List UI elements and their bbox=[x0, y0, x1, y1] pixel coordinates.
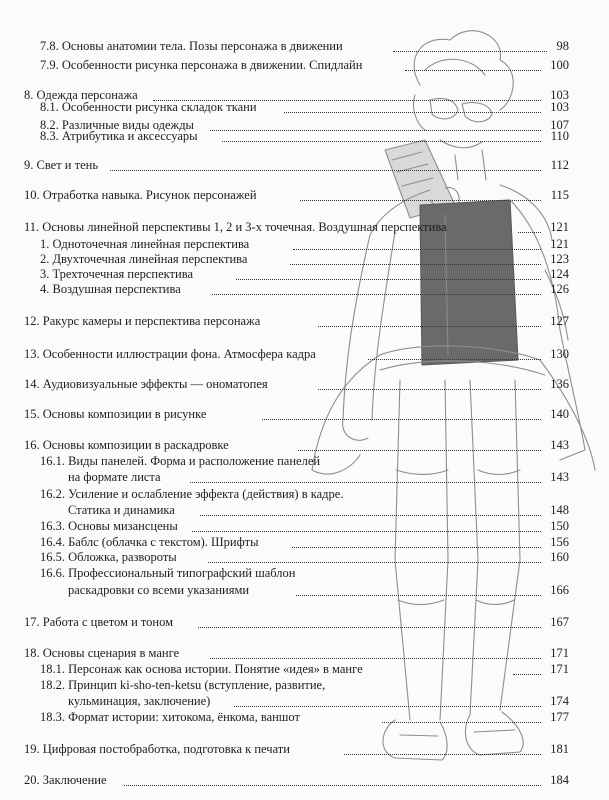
toc-title: 14. Аудиовизуальные эффекты — ономатопея bbox=[24, 377, 268, 391]
toc-title: 7.9. Особенности рисунка персонажа в движении. Спидлайн bbox=[40, 58, 363, 72]
toc-entry[interactable] bbox=[0, 707, 609, 727]
toc-page: 177 bbox=[550, 710, 569, 724]
toc-page: 124 bbox=[550, 267, 569, 281]
toc-entry[interactable] bbox=[0, 612, 609, 632]
toc-title: 8.3. Атрибутика и аксессуары bbox=[40, 129, 198, 143]
toc-entry[interactable] bbox=[0, 126, 609, 146]
leader-dots bbox=[198, 627, 541, 628]
toc-page: 143 bbox=[550, 470, 569, 484]
toc-title: 13. Особенности иллюстрации фона. Атмосфера кадра bbox=[24, 347, 316, 361]
toc-page: 130 bbox=[550, 347, 569, 361]
toc-page: 167 bbox=[550, 615, 569, 629]
toc-title: 2. Двухточечная линейная перспектива bbox=[40, 252, 248, 266]
toc-title: 8.2. Различные виды одежды bbox=[40, 118, 194, 132]
toc-page: 100 bbox=[550, 58, 569, 72]
toc-page: 143 bbox=[550, 438, 569, 452]
toc-page: 184 bbox=[550, 773, 569, 787]
toc-entry[interactable] bbox=[0, 279, 609, 299]
leader-dots bbox=[393, 51, 547, 52]
toc-entry[interactable] bbox=[0, 185, 609, 205]
toc-title: 16.4. Баблс (облачка с текстом). Шрифты bbox=[40, 535, 259, 549]
leader-dots bbox=[518, 232, 541, 233]
toc-title: 18.3. Формат истории: хитокома, ёнкома, ваншот bbox=[40, 710, 300, 724]
toc-entry[interactable] bbox=[0, 374, 609, 394]
leader-dots bbox=[284, 112, 541, 113]
toc-title: 12. Ракурс камеры и перспектива персонажа bbox=[24, 314, 261, 328]
toc-title: раскадровки со всеми указаниями bbox=[68, 583, 250, 597]
toc-entry[interactable] bbox=[0, 580, 609, 600]
toc-title: 8.1. Особенности рисунка складок ткани bbox=[40, 100, 257, 114]
toc-entry[interactable] bbox=[0, 97, 609, 117]
leader-dots bbox=[382, 722, 541, 723]
toc-title: Статика и динамика bbox=[68, 503, 175, 517]
toc-page: 110 bbox=[550, 129, 569, 143]
toc-page: 140 bbox=[550, 407, 569, 421]
toc-title: 11. Основы линейной перспективы 1, 2 и 3-х точечная. Воздушная перспектива bbox=[24, 220, 447, 234]
toc-title: 8. Одежда персонажа bbox=[24, 88, 138, 102]
leader-dots bbox=[318, 389, 541, 390]
toc-page: 156 bbox=[550, 535, 569, 549]
toc-page: 148 bbox=[550, 503, 569, 517]
toc-page: 126 bbox=[550, 282, 569, 296]
toc-entry[interactable] bbox=[0, 311, 609, 331]
toc-title: 20. Заключение bbox=[24, 773, 107, 787]
toc-title: 1. Одноточечная линейная перспектива bbox=[40, 237, 250, 251]
leader-dots bbox=[190, 482, 541, 483]
leader-dots bbox=[296, 595, 541, 596]
leader-dots bbox=[405, 70, 541, 71]
toc-title: 18. Основы сценария в манге bbox=[24, 646, 180, 660]
toc-title: 18.1. Персонаж как основа истории. Понятие «идея» в манге bbox=[40, 662, 363, 676]
toc-title: 15. Основы композиции в рисунке bbox=[24, 407, 207, 421]
toc-title: 7.8. Основы анатомии тела. Позы персонажа в движении bbox=[40, 39, 343, 53]
toc-page: 103 bbox=[550, 100, 569, 114]
toc-page: 98 bbox=[556, 39, 569, 53]
leader-dots bbox=[318, 326, 541, 327]
toc-page: 103 bbox=[550, 88, 569, 102]
leader-dots bbox=[212, 294, 541, 295]
toc-entry[interactable] bbox=[0, 344, 609, 364]
toc-title: кульминация, заключение) bbox=[68, 694, 211, 708]
toc-title: 16.3. Основы мизансцены bbox=[40, 519, 178, 533]
toc-page: 121 bbox=[550, 237, 569, 251]
toc-page: 160 bbox=[550, 550, 569, 564]
toc-entry[interactable] bbox=[0, 55, 609, 75]
leader-dots bbox=[300, 200, 541, 201]
toc-page: 127 bbox=[550, 314, 569, 328]
leader-dots bbox=[110, 170, 541, 171]
toc-title: 18.2. Принцип ki-sho-ten-ketsu (вступление, развитие, bbox=[40, 678, 326, 692]
toc-page: 123 bbox=[550, 252, 569, 266]
toc-page: 115 bbox=[550, 188, 569, 202]
toc-page: 174 bbox=[550, 694, 569, 708]
toc-title: на формате листа bbox=[68, 470, 161, 484]
leader-dots bbox=[262, 419, 541, 420]
toc-entry[interactable] bbox=[0, 739, 609, 759]
toc-entry[interactable] bbox=[0, 404, 609, 424]
toc-page: 150 bbox=[550, 519, 569, 533]
toc-page: 107 bbox=[550, 118, 569, 132]
leader-dots bbox=[222, 141, 541, 142]
toc-title: 9. Свет и тень bbox=[24, 158, 99, 172]
toc-entry[interactable] bbox=[0, 155, 609, 175]
toc-page: 112 bbox=[550, 158, 569, 172]
toc-entry[interactable] bbox=[0, 36, 609, 56]
leader-dots bbox=[344, 754, 541, 755]
toc-title: 16.1. Виды панелей. Форма и расположение панелей bbox=[40, 454, 321, 468]
toc-page: 121 bbox=[550, 220, 569, 234]
toc-title: 16.6. Профессиональный типографский шаблон bbox=[40, 566, 296, 580]
toc-title: 10. Отработка навыка. Рисунок персонажей bbox=[24, 188, 257, 202]
leader-dots bbox=[124, 785, 541, 786]
toc-page: 171 bbox=[550, 662, 569, 676]
leader-dots bbox=[368, 359, 541, 360]
toc-title: 3. Трехточечная перспектива bbox=[40, 267, 193, 281]
toc-title: 19. Цифровая постобработка, подготовка к печати bbox=[24, 742, 290, 756]
toc-title: 16.2. Усиление и ослабление эффекта (действия) в кадре. bbox=[40, 487, 344, 501]
toc-title: 16.5. Обложка, развороты bbox=[40, 550, 177, 564]
toc-entry[interactable] bbox=[0, 770, 609, 790]
toc-title: 4. Воздушная перспектива bbox=[40, 282, 181, 296]
toc-page: 171 bbox=[550, 646, 569, 660]
toc-page: 136 bbox=[550, 377, 569, 391]
toc-title: 16. Основы композиции в раскадровке bbox=[24, 438, 229, 452]
toc-page: 181 bbox=[550, 742, 569, 756]
toc-page: 166 bbox=[550, 583, 569, 597]
toc-title: 17. Работа с цветом и тоном bbox=[24, 615, 174, 629]
